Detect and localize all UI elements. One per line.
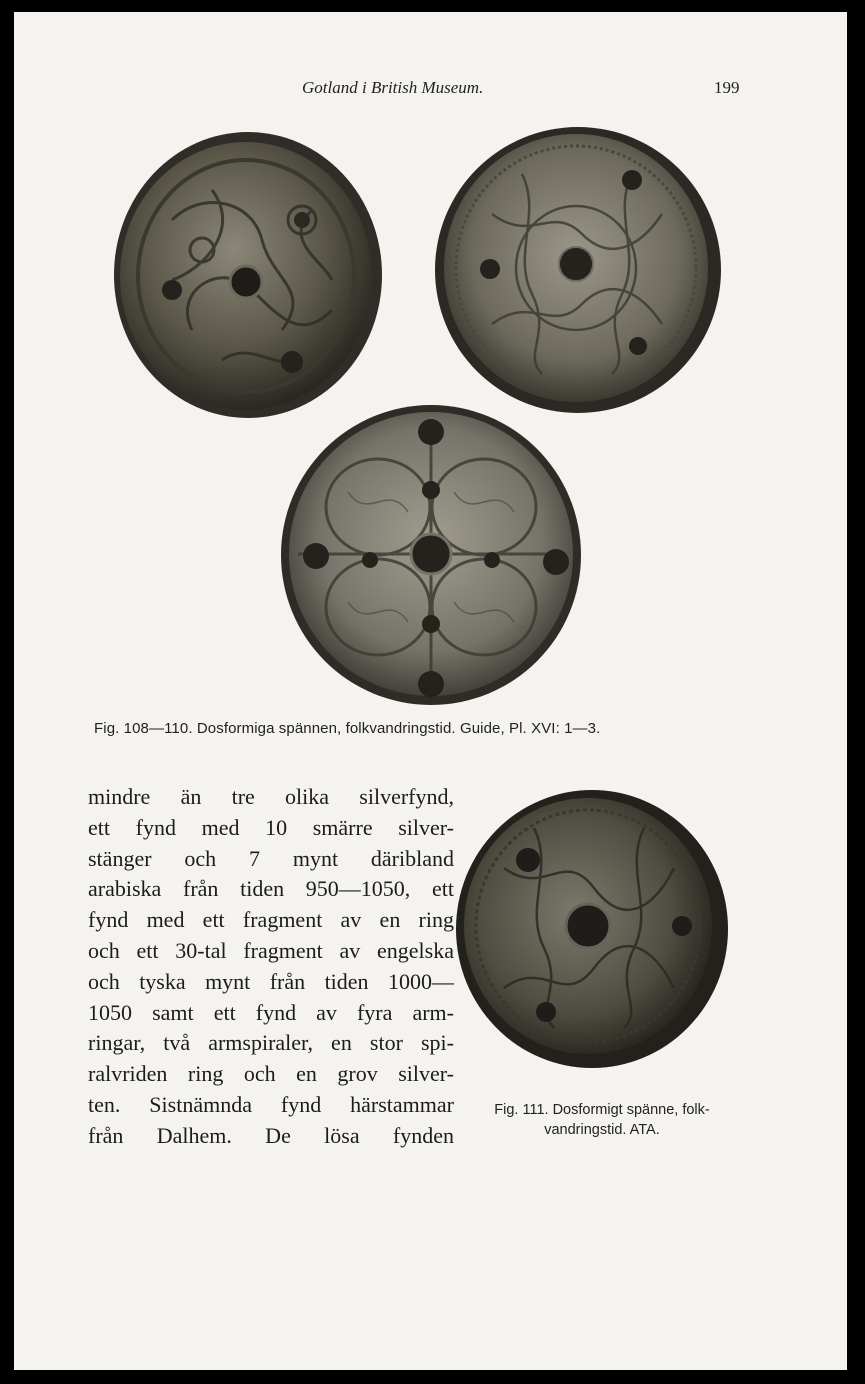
body-line: ringar, två armspiraler, en stor spi- (88, 1030, 454, 1056)
body-line: och ett 30-tal fragment av engelska (88, 937, 454, 963)
page-number: 199 (714, 78, 740, 97)
body-line: 1050 samt ett fynd av fyra arm- (88, 999, 454, 1025)
brooch-photo-fig-111 (454, 788, 730, 1070)
figure-caption-108-110: Fig. 108—110. Dosformiga spännen, folkvandringstid. Guide, Pl. XVI: 1—3. (94, 720, 601, 737)
body-line: från Dalhem. De lösa fynden (88, 1122, 454, 1148)
brooch-photo-fig-109 (432, 124, 722, 416)
body-line: och tyska mynt från tiden 1000— (88, 968, 454, 994)
running-title: Gotland i British Museum. (302, 78, 484, 97)
body-line: arabiska från tiden 950—1050, ett (88, 876, 454, 902)
caption-line: Fig. 111. Dosformigt spänne, folk- (494, 1102, 710, 1118)
body-line: ett fynd med 10 smärre silver- (88, 814, 454, 840)
caption-line: vandringstid. ATA. (544, 1122, 660, 1138)
body-line: stänger och 7 mynt däribland (88, 845, 454, 871)
body-paragraph (88, 782, 454, 1152)
body-line: mindre än tre olika silverfynd, (88, 784, 454, 809)
page (14, 12, 847, 1370)
brooch-photo-fig-108 (112, 130, 384, 420)
body-line: ralvriden ring och en grov silver- (88, 1061, 454, 1087)
page-header (14, 78, 847, 102)
figure-caption-111 (452, 1100, 752, 1140)
body-line: fynd med ett fragment av en ring (88, 907, 454, 933)
brooch-photo-fig-110 (278, 402, 584, 708)
body-line: ten. Sistnämnda fynd härstammar (88, 1091, 454, 1117)
